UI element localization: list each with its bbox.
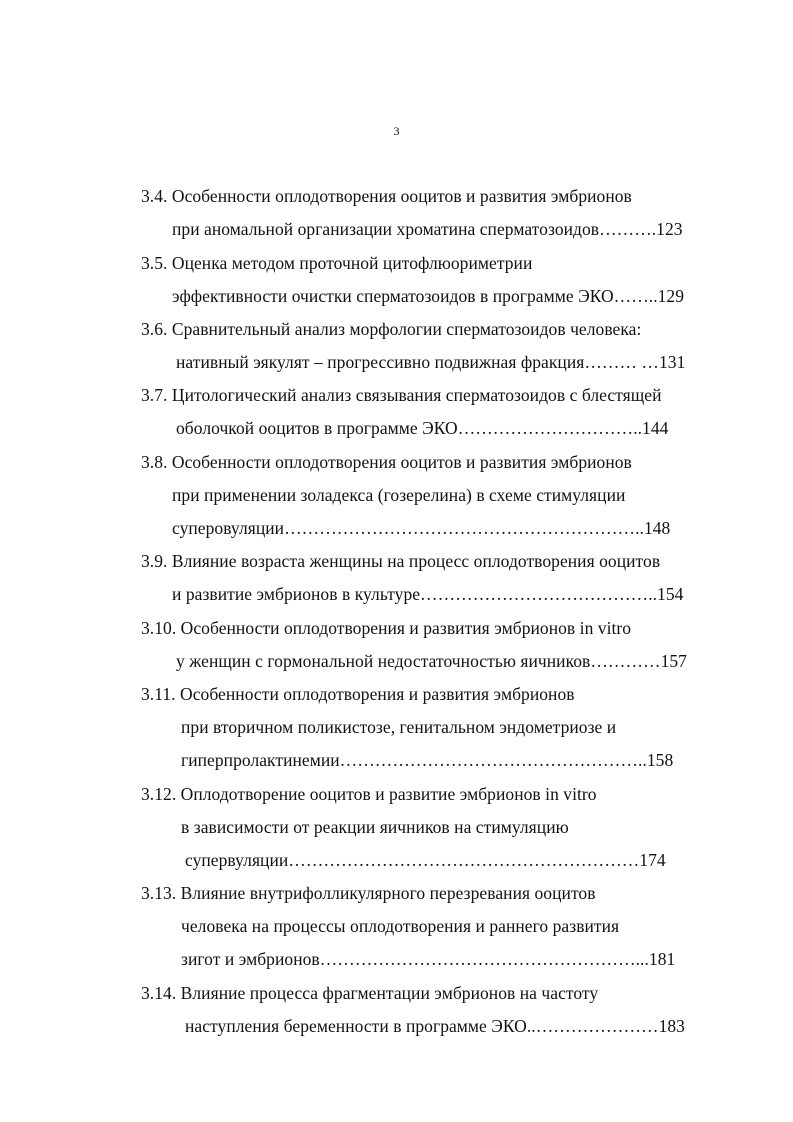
toc-entry-3-8-line-3: суперовуляции……………………………………………………..148 <box>172 518 671 538</box>
toc-entry-3-9-line-1: 3.9. Влияние возраста женщины на процесс оплодотворения ооцитов <box>141 551 661 571</box>
toc-entry-3-11-line-1: 3.11. Особенности оплодотворения и развития эмбрионов <box>141 684 575 704</box>
toc-entry-3-7-line-1: 3.7. Цитологический анализ связывания сперматозоидов с блестящей <box>141 385 662 405</box>
toc-entry-3-14-line-2: наступления беременности в программе ЭКО..…………………183 <box>185 1016 685 1036</box>
toc-entry-3-13-line-2: человека на процессы оплодотворения и раннего развития <box>181 916 620 936</box>
toc-entry-3-12-line-1: 3.12. Оплодотворение ооцитов и развитие эмбрионов in vitro <box>141 784 597 804</box>
toc-entry-3-8-line-1: 3.8. Особенности оплодотворения ооцитов и развития эмбрионов <box>141 452 632 472</box>
toc-entry-3-11-line-2: при вторичном поликистозе, генитальном эндометриозе и <box>181 717 617 737</box>
toc-entry-3-10-line-1: 3.10. Особенности оплодотворения и развития эмбрионов in vitro <box>141 618 632 638</box>
toc-entry-3-9-line-2: и развитие эмбрионов в культуре…………………………………..154 <box>172 584 684 604</box>
toc-entry-3-8-line-2: при применении золадекса (гозерелина) в схеме стимуляции <box>172 485 626 505</box>
toc-entry-3-7-line-2: оболочкой ооцитов в программе ЭКО…………………………..144 <box>176 418 669 438</box>
toc-entry-3-10-line-2: у женщин с гормональной недостаточностью яичников…………157 <box>176 651 687 671</box>
toc-entry-3-11-line-3: гиперпролактинемии……………………………………………..158 <box>181 750 674 770</box>
page-number: 3 <box>393 124 400 138</box>
toc-entry-3-13-line-1: 3.13. Влияние внутрифолликулярного перезревания ооцитов <box>141 883 596 903</box>
toc-entry-3-14-line-1: 3.14. Влияние процесса фрагментации эмбрионов на частоту <box>141 983 599 1003</box>
toc-entry-3-6-line-1: 3.6. Сравнительный анализ морфологии сперматозоидов человека: <box>141 319 642 339</box>
toc-entry-3-12-line-3: супервуляции……………………………………………………174 <box>185 850 666 870</box>
toc-entry-3-5-line-1: 3.5. Оценка методом проточной цитофлюориметрии <box>141 253 533 273</box>
toc-entry-3-4-line-2: при аномальной организации хроматина сперматозоидов……….123 <box>172 219 683 239</box>
toc-entry-3-6-line-2: нативный эякулят – прогрессивно подвижная фракция……… …131 <box>176 352 686 372</box>
toc-entry-3-4-line-1: 3.4. Особенности оплодотворения ооцитов и развития эмбрионов <box>141 186 632 206</box>
toc-entry-3-13-line-3: зигот и эмбрионов………………………………………………...181 <box>181 949 676 969</box>
toc-entry-3-5-line-2: эффективности очистки сперматозоидов в программе ЭКО……..129 <box>172 286 685 306</box>
toc-entry-3-12-line-2: в зависимости от реакции яичников на стимуляцию <box>181 817 569 837</box>
